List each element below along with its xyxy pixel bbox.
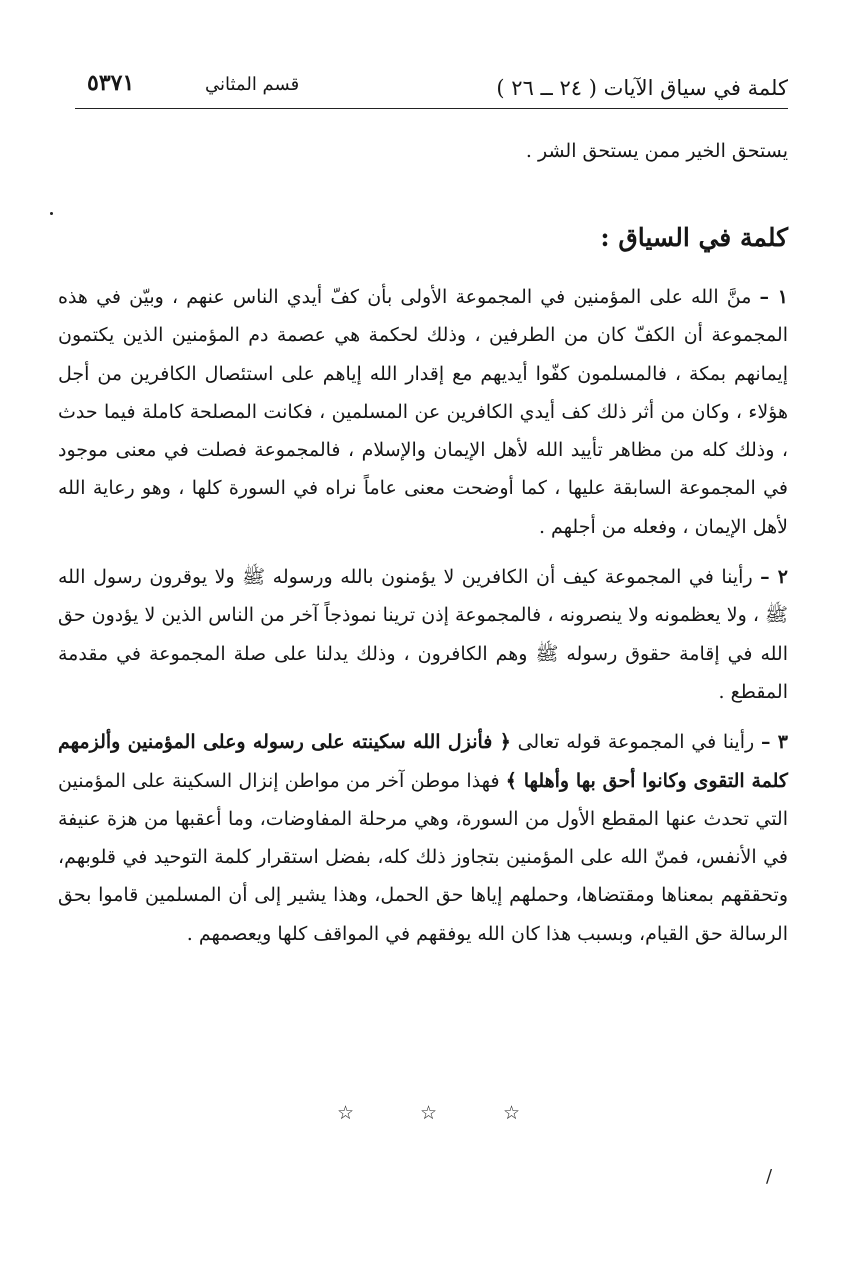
star-icon: ☆ — [503, 1102, 521, 1124]
quran-verse: ﴿ فأنزل الله سكينته على رسوله وعلى المؤمنين وألزمهم كلمة التقوى وكانوا أحق بها وأهلها ﴾ — [58, 731, 788, 792]
paragraph-number: ٢ – — [760, 566, 788, 589]
body-text — [58, 132, 788, 953]
intro-line: يستحق الخير ممن يستحق الشر . — [525, 140, 788, 162]
paragraph-text: منَّ الله على المؤمنين في المجموعة الأولى بأن كفّ أيدي الناس عنهم ، وبيّن في هذه المجموعة أن الكفّ كان من الطرفين ، وذلك لحكمة هي عصمة دم المؤمنين الذين يكتمون إيمانهم بمكة ، فالمسلمون كفّوا أيديهم مع إقدار الله إياهم على استئصال الكافرين من أجل هؤلاء ، وكان من أثر ذلك كف أيدي الكافرين عن المسلمين ، فكانت المصلحة كاملة فيما حدث ، وذلك كله من مظاهر تأييد الله لأهل الإيمان والإسلام ، فالمجموعة فصلت في معنى موجود في المجموعة السابقة عليها ، كما أوضحت معنى عاماً نراه في السورة كلها ، وهو رعاية الله لأهل الإيمان ، وفعله من أجلهم . — [58, 286, 788, 538]
paragraph-text: رأينا في المجموعة قوله تعالى — [517, 731, 755, 754]
paragraph-number: ١ – — [759, 286, 788, 308]
corner-mark: / — [766, 1166, 773, 1187]
page-number: ٥٣٧١ — [87, 70, 135, 96]
header-rule — [75, 108, 788, 109]
section-heading: كلمة في السياق : — [600, 223, 788, 252]
paragraph-text: فهذا موطن آخر من مواطن إنزال السكينة على المؤمنين التي تحدث عنها المقطع الأول من السورة، وهي مرحلة المفاوضات، وما أعقبها من هزة عنيفة في الأنفس، فمنّ الله على المؤمنين بتجاوز ذلك كله، بفضل استقرار كلمة التوحيد في قلوبهم، وتحققهم بمعناها ومقتضاها، وحملهم إياها حق الحمل، وهذا يشير إلى أن المسلمين قاموا بحق الرسالة حق القيام، وبسبب هذا كان الله يوفقهم في المواقف كلها ويعصمهم . — [58, 769, 788, 945]
paragraph-number: ٣ – — [760, 731, 789, 754]
section-name: قسم المثاني — [205, 74, 300, 95]
paragraph-2 — [58, 558, 788, 711]
star-icon: ☆ — [420, 1102, 438, 1124]
running-title: كلمة في سياق الآيات ( ٢٤ ــ ٢٦ ) — [496, 76, 788, 100]
paragraph-1 — [58, 278, 788, 546]
star-icon: ☆ — [337, 1102, 355, 1124]
paragraph-text: رأينا في المجموعة كيف أن الكافرين لا يؤمنون بالله ورسوله ﷺ ولا يوقرون رسول الله ﷺ ، ولا يعظمونه ولا ينصرونه ، فالمجموعة إذن ترينا نموذجاً آخر من الناس الذين لا يؤدون حق الله في إقامة حقوق رسوله ﷺ وهم الكافرون ، وذلك يدلنا على صلة المجموعة في مقدمة المقطع . — [58, 566, 788, 703]
running-header — [75, 68, 788, 104]
section-end-ornament — [0, 1102, 846, 1126]
stray-ink-mark — [50, 212, 53, 215]
paragraph-3 — [58, 723, 788, 953]
